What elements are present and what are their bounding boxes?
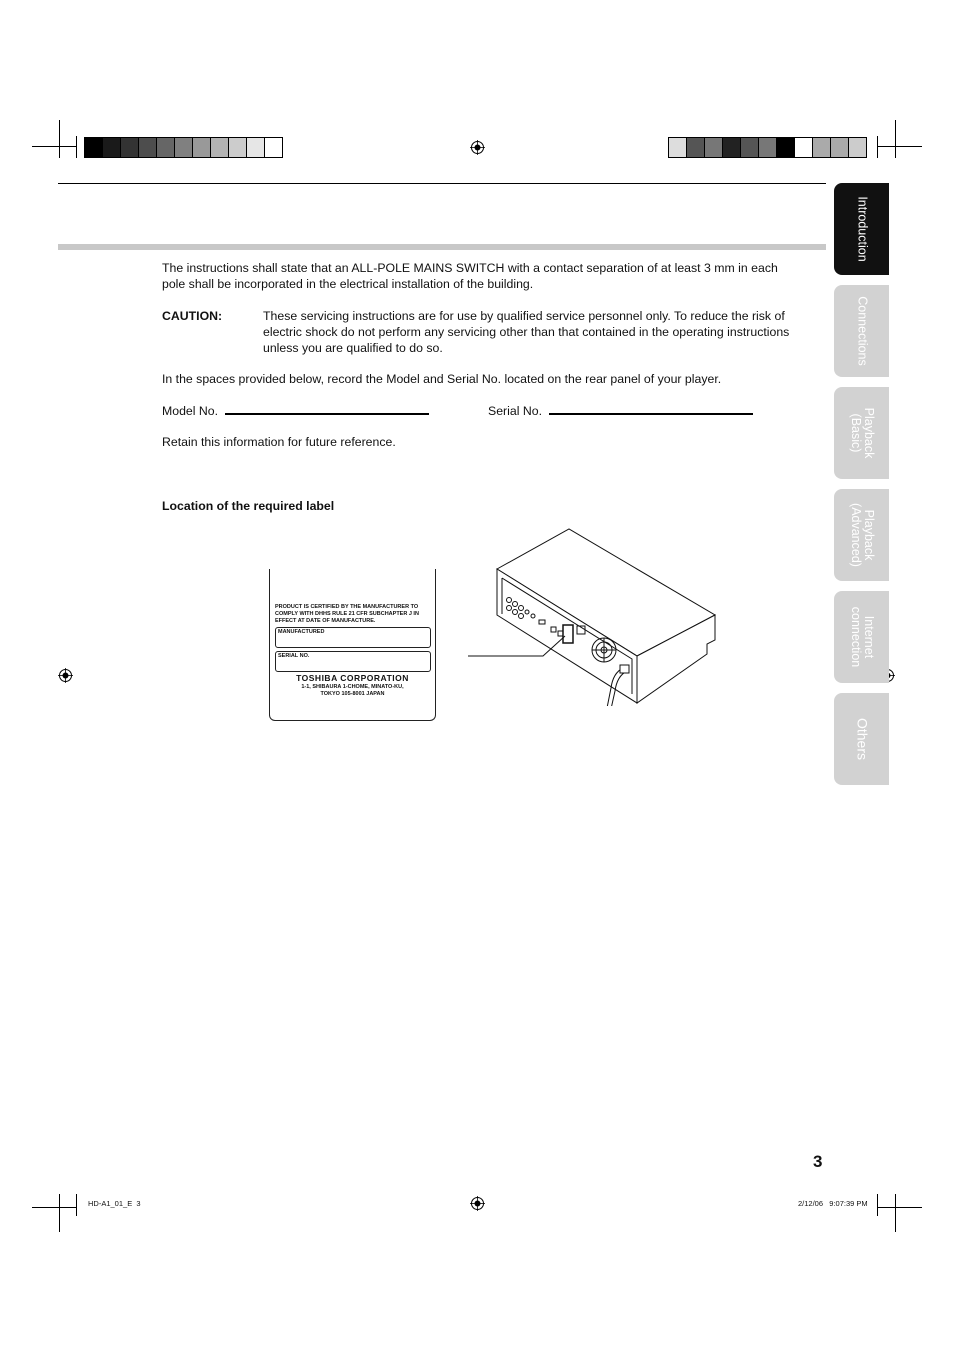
crop-mark — [59, 120, 60, 158]
crop-mark — [59, 1194, 60, 1232]
address-line-2: TOKYO 105-8001 JAPAN — [320, 691, 385, 697]
location-heading: Location of the required label — [162, 499, 335, 513]
retain-paragraph: Retain this information for future reference. — [162, 435, 396, 449]
color-swatch — [121, 138, 139, 157]
color-swatch — [139, 138, 157, 157]
tab-internet-connection[interactable] — [834, 591, 889, 683]
tab-label: Others — [854, 717, 870, 761]
caution-paragraph: These servicing instructions are for use by qualified service personnel only. To reduce the risk of electric shock do not perform any servicing other than that contained in the operating instructions unless you are qualified to do so. — [263, 309, 790, 355]
tab-label: Introduction — [855, 196, 869, 262]
tab-playback-basic[interactable] — [834, 387, 889, 479]
crop-mark — [895, 120, 896, 158]
color-swatch — [193, 138, 211, 157]
color-swatch — [687, 138, 705, 157]
color-swatch — [723, 138, 741, 157]
player-rear-illustration — [465, 528, 720, 706]
tab-label: Playback (Basic) — [848, 407, 876, 459]
tab-connections[interactable] — [834, 285, 889, 377]
caution-label: CAUTION: — [162, 309, 223, 323]
crop-mark — [877, 1207, 922, 1208]
file-id: HD-A1_01_E 3 — [88, 1199, 141, 1208]
serial-field-line — [549, 413, 753, 415]
crop-mark — [32, 1207, 77, 1208]
color-swatch — [247, 138, 265, 157]
print-timestamp: 2/12/06 9:07:39 PM — [798, 1199, 868, 1208]
color-swatch — [211, 138, 229, 157]
registration-mark-icon — [58, 668, 73, 683]
tab-playback-advanced[interactable] — [834, 489, 889, 581]
crop-mark — [76, 136, 77, 158]
model-label: Model No. — [162, 404, 219, 418]
tab-introduction[interactable] — [834, 183, 889, 275]
color-swatch — [157, 138, 175, 157]
model-field-line — [225, 413, 429, 415]
page-number: 3 — [813, 1152, 823, 1171]
manufactured-label: MANUFACTURED — [278, 629, 325, 635]
color-swatch — [759, 138, 777, 157]
color-swatch — [85, 138, 103, 157]
crop-mark — [32, 146, 77, 147]
color-swatch — [669, 138, 687, 157]
serial-label: Serial No. — [488, 404, 542, 418]
tab-others[interactable] — [834, 693, 889, 785]
color-swatch — [849, 138, 866, 157]
tab-label: Connections — [855, 296, 869, 366]
crop-mark — [895, 1194, 896, 1232]
registration-mark-icon — [470, 1196, 485, 1211]
color-swatch — [705, 138, 723, 157]
tab-label: Internet connection — [848, 606, 876, 668]
crop-mark — [877, 136, 878, 158]
crop-mark — [877, 1194, 878, 1216]
manufactured-box — [275, 627, 431, 648]
color-swatch — [229, 138, 247, 157]
serial-box — [275, 651, 431, 672]
color-swatch — [741, 138, 759, 157]
color-swatch — [265, 138, 282, 157]
section-band — [58, 244, 826, 250]
serial-no-label: SERIAL NO. — [278, 653, 310, 659]
tab-label: Playback (Advanced) — [848, 503, 876, 567]
address-line-1: 1-1, SHIBAURA 1-CHOME, MINATO-KU, — [301, 684, 404, 690]
header-rule — [58, 183, 826, 184]
crop-mark — [76, 1194, 77, 1216]
crop-mark — [877, 146, 922, 147]
color-swatch — [831, 138, 849, 157]
record-paragraph: In the spaces provided below, record the Model and Serial No. located on the rear panel of your player. — [162, 372, 722, 386]
registration-mark-icon — [470, 140, 485, 155]
company-name: TOSHIBA CORPORATION — [296, 673, 409, 683]
color-swatch — [175, 138, 193, 157]
color-swatch — [813, 138, 831, 157]
color-swatch — [795, 138, 813, 157]
color-swatch — [777, 138, 795, 157]
color-bar-right — [668, 137, 867, 158]
color-bar-left — [84, 137, 283, 158]
required-label-card — [269, 569, 436, 721]
mains-switch-paragraph: The instructions shall state that an ALL-POLE MAINS SWITCH with a contact separation of at least 3 mm in each pole shall be incorporated in the electrical installation of the building. — [162, 261, 778, 291]
color-swatch — [103, 138, 121, 157]
cert-text: PRODUCT IS CERTIFIED BY THE MANUFACTURER TO COMPLY WITH DHHS RULE 21 CFR SUBCHAPTER J IN EFFECT AT DATE OF MANUFACTURE. — [275, 604, 419, 624]
